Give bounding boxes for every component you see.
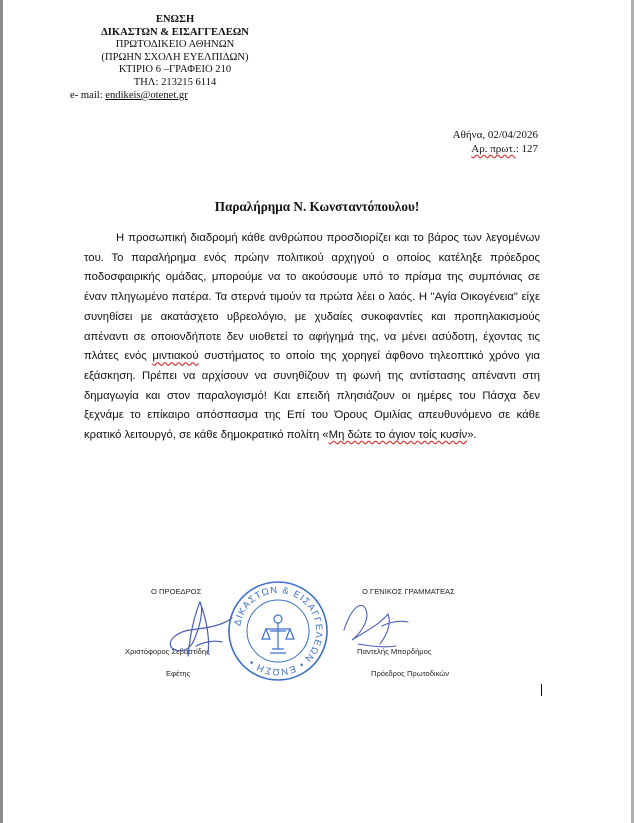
body-quote: Μη δώτε το άγιον τοίς κυσίν: [328, 429, 468, 442]
secretary-role: Ο ΓΕΝΙΚΟΣ ΓΡΑΜΜΑΤΕΑΣ: [362, 587, 455, 596]
document-date: Αθήνα, 02/04/2026: [452, 129, 538, 141]
left-frame-edge: [0, 0, 3, 823]
president-role: Ο ΠΡΟΕΔΡΟΣ: [151, 587, 202, 596]
secretary-name: Παντελής Μπορδήμος: [357, 647, 432, 656]
protocol-label: Αρ. πρωτ.: [471, 143, 516, 155]
page-title: Παραλήρημα Ν. Κωνσταντόπουλου!: [214, 199, 420, 214]
body-text-part-1: Η προσωπική διαδρομή κάθε ανθρώπου προσδιορίζει και το βάρος των λεγομένων του. Το παραλήρημα ενός πρώην πολιτικού αρχηγού ο οποίος κατέληξε πρόεδρος ποδοσφαιρικής ομάδας, μπορούμε να το ακούσουμε υπό το πρίσμα της συμπόνιας σε έναν πληγωμένο πατέρα. Τα στερνά τιμούν τα πρώτα λέει ο λαός. Η "Αγία Οικογένεια" είχε συνηθίσει με ακατάσχετο υβρεολόγιο, με χυδαίες συκοφαντίες και προπηλακισμούς απέναντι σε οποιονδήποτε δεν υιοθετεί το αφήγημά της, να μένει ασύδοτη, έχοντας τις πλάτες ενός: [84, 232, 540, 363]
letterhead-association: ΔΙΚΑΣΤΩΝ & ΕΙΣΑΓΓΕΛΕΩΝ: [101, 26, 249, 38]
letterhead-building: ΚΤΙΡΙΟ 6 –ΓΡΑΦΕΙΟ 210: [118, 64, 232, 76]
letterhead: [70, 14, 280, 102]
protocol-number: [453, 142, 538, 156]
body-text-part-2: συστήματος το οποίο της χορηγεί άφθονο τηλεοπτικό χρόνο για εξάσκηση. Πρέπει να αρχίσουν να συνηθίζουν τη φωνή της αντίστασης απέναντι στη δημαγωγία και στον παραλογισμό! Και επειδή πλησιάζουν οι ημέρες του Πάσχα δεν ξεχνάμε το επίκαιρο απόσπασμα της Επί του Όρους Ομιλίας απευθυνόμενο σε κάθε κρατικό λειτουργό, σε κάθε δημοκρατικό πολίτη «: [84, 350, 540, 442]
president-name: Χριστόφορος Σεβαστίδης: [125, 647, 210, 656]
secretary-signature-icon: [338, 596, 418, 656]
letterhead-email-line: [70, 90, 280, 103]
president-title: Εφέτης: [166, 669, 191, 678]
email-link[interactable]: endikeis@otenet.gr: [105, 89, 188, 101]
body-text-part-3: ».: [467, 429, 477, 442]
text-cursor: [541, 684, 542, 696]
union-stamp-icon: [226, 579, 330, 683]
date-block: [453, 128, 538, 156]
body-flagged-word: μιντιακού: [152, 350, 199, 363]
secretary-title: Πρόεδρος Πρωτοδικών: [371, 669, 450, 678]
letterhead-former-school: (ΠΡΩΗΝ ΣΧΟΛΗ ΕΥΕΛΠΙΔΩΝ): [101, 51, 249, 63]
email-label: e- mail:: [70, 89, 103, 101]
letterhead-union: ΕΝΩΣΗ: [155, 14, 195, 25]
body-text: [84, 229, 540, 446]
letterhead-court: ΠΡΩΤΟΔΙΚΕΙΟ ΑΘΗΝΩΝ: [115, 39, 235, 51]
stamp-text: ΔΙΚΑΣΤΩΝ & ΕΙΣΑΓΓΕΛΕΩΝ • ΕΝΩΣΗ •: [232, 584, 325, 678]
letterhead-phone: ΤΗΛ: 213215 6114: [133, 76, 217, 88]
body-paragraph: [84, 229, 540, 446]
protocol-value: : 127: [515, 143, 538, 155]
